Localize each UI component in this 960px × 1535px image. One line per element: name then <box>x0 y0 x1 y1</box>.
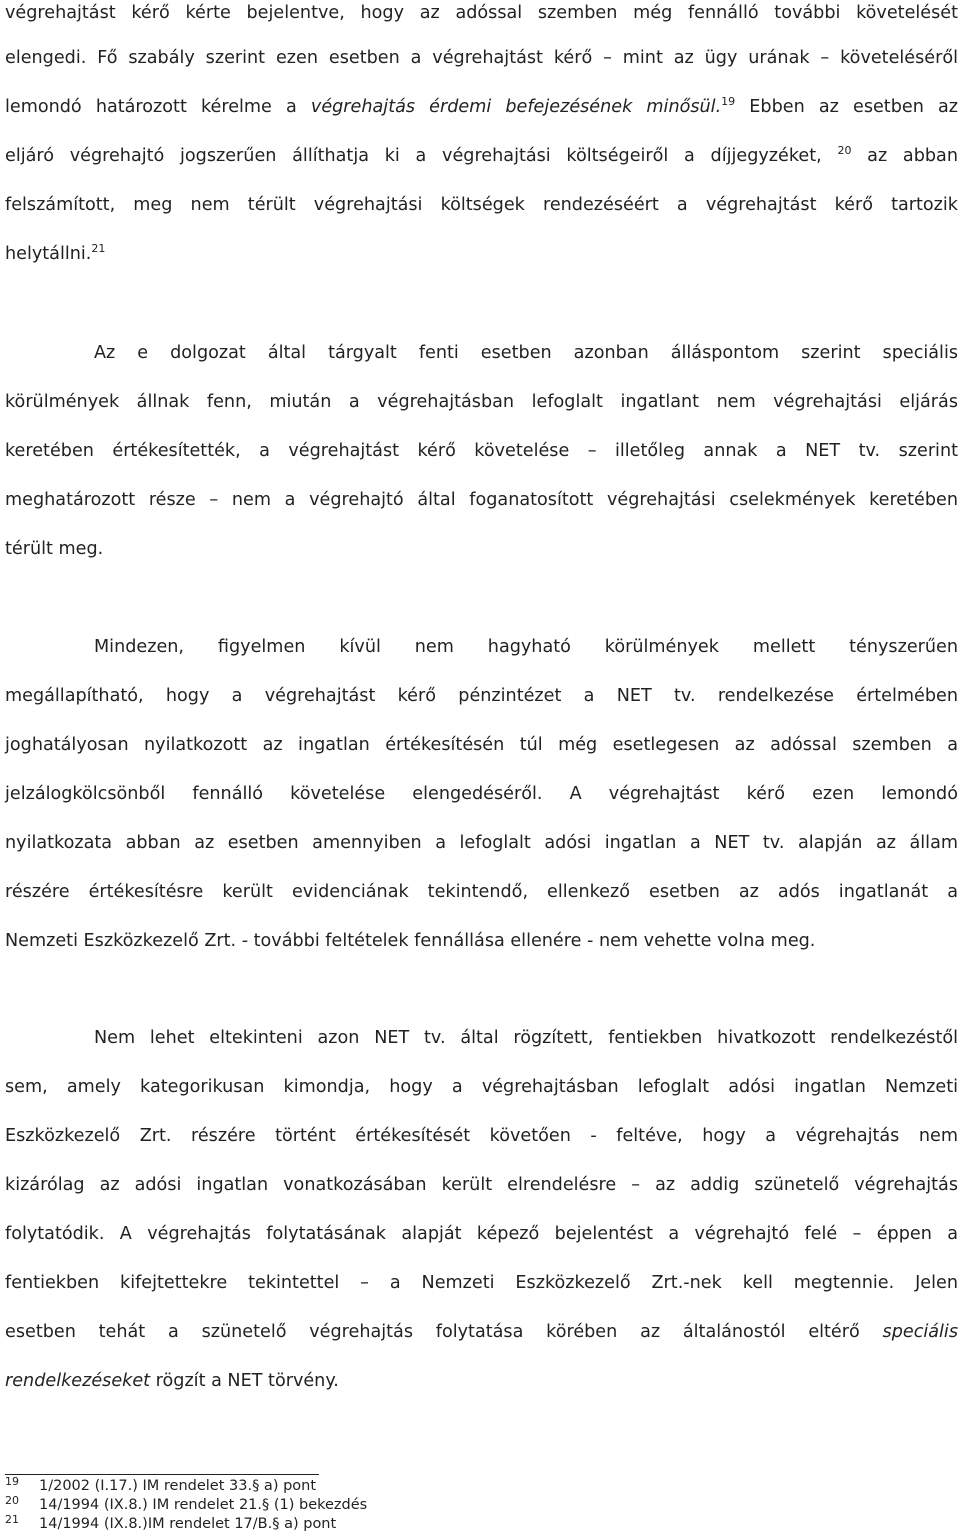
line-text: Eszközkezelő Zrt. részére történt értékesítését követően - feltéve, hogy a végrehajtás nem <box>5 1126 958 1146</box>
line-text: az abban <box>851 146 958 166</box>
line-text: fentiekben kifejtettekre tekintettel – a Nemzeti Eszközkezelő Zrt.-nek kell megtennie. Jelen <box>5 1273 958 1293</box>
text-line <box>5 143 958 169</box>
text-line <box>94 1025 958 1051</box>
text-line <box>5 1123 958 1149</box>
line-text: körülmények állnak fenn, miután a végrehajtásban lefoglalt ingatlant nem végrehajtási eljárás <box>5 392 958 412</box>
line-text: nyilatkozata abban az esetben amennyiben a lefoglalt adósi ingatlan a NET tv. alapján az állam <box>5 833 958 853</box>
footnote-19: 19 1/2002 (I.17.) IM rendelet 33.§ a) pont <box>5 1475 317 1494</box>
line-text: Ebben az esetben az <box>735 97 958 117</box>
line-text: végrehajtást kérő kérte bejelentve, hogy az adóssal szemben még fennálló további követelését <box>5 3 958 23</box>
footnote-21: 21 14/1994 (IX.8.)IM rendelet 17/B.§ a) pont <box>5 1513 337 1532</box>
text-line <box>5 536 958 562</box>
line-text: folytatódik. A végrehajtás folytatásának alapját képező bejelentést a végrehajtó felé – éppen a <box>5 1224 958 1244</box>
text-line <box>5 1172 958 1198</box>
text-line <box>5 0 958 26</box>
footnote-ref-20[interactable]: 20 <box>837 144 852 157</box>
line-text: helytállni. <box>5 244 92 264</box>
text-line <box>5 241 958 267</box>
text-line <box>5 1221 958 1247</box>
text-line <box>5 94 958 120</box>
text-line <box>5 1368 958 1394</box>
line-text: Nem lehet eltekinteni azon NET tv. által rögzített, fentiekben hivatkozott rendelkezéstől <box>94 1028 958 1048</box>
text-line <box>5 683 958 709</box>
footnote-text: 14/1994 (IX.8.)IM rendelet 17/B.§ a) pont <box>39 1516 337 1532</box>
text-line <box>94 634 958 660</box>
line-text: részére értékesítésre került evidenciának tekintendő, ellenkező esetben az adós ingatlanát a <box>5 882 958 902</box>
line-text: kizárólag az adósi ingatlan vonatkozásában került elrendelésre – az addig szünetelő végrehajtás <box>5 1175 958 1195</box>
line-text: megállapítható, hogy a végrehajtást kérő pénzintézet a NET tv. rendelkezése értelmében <box>5 686 958 706</box>
footnote-text: 14/1994 (IX.8.) IM rendelet 21.§ (1) bekezdés <box>39 1497 368 1513</box>
text-line <box>5 1074 958 1100</box>
line-text: térült meg. <box>5 539 104 559</box>
line-text: meghatározott része – nem a végrehajtó által foganatosított végrehajtási cselekmények keretében <box>5 490 958 510</box>
text-line <box>5 830 958 856</box>
line-text: lemondó határozott kérelme a <box>5 97 311 117</box>
line-text: rögzít a NET törvény. <box>150 1371 339 1391</box>
text-line <box>5 781 958 807</box>
text-line <box>5 732 958 758</box>
line-text: elengedi. Fő szabály szerint ezen esetben a végrehajtást kérő – mint az ügy urának – követeléséről <box>5 48 958 68</box>
line-text: sem, amely kategorikusan kimondja, hogy a végrehajtásban lefoglalt adósi ingatlan Nemzeti <box>5 1077 958 1097</box>
text-line <box>94 340 958 366</box>
line-text: felszámított, meg nem térült végrehajtási költségek rendezéséért a végrehajtást kérő tartozik <box>5 195 958 215</box>
text-line <box>5 389 958 415</box>
footnote-ref-19[interactable]: 19 <box>721 95 736 108</box>
text-line <box>5 45 958 71</box>
line-text: joghatályosan nyilatkozott az ingatlan értékesítésén túl még esetlegesen az adóssal szemben a <box>5 735 958 755</box>
text-line <box>5 438 958 464</box>
text-line <box>5 1270 958 1296</box>
footnote-ref-21[interactable]: 21 <box>91 242 106 255</box>
text-line <box>5 928 958 954</box>
line-text: esetben tehát a szünetelő végrehajtás folytatása körében az általánostól eltérő <box>5 1322 883 1342</box>
line-text: Mindezen, figyelmen kívül nem hagyható körülmények mellett tényszerűen <box>94 637 958 657</box>
footnote-text: 1/2002 (I.17.) IM rendelet 33.§ a) pont <box>39 1478 317 1494</box>
line-text: eljáró végrehajtó jogszerűen állíthatja ki a végrehajtási költségeiről a díjjegyzéket, <box>5 146 838 166</box>
footnote-20: 20 14/1994 (IX.8.) IM rendelet 21.§ (1) bekezdés <box>5 1494 368 1513</box>
line-text: jelzálogkölcsönből fennálló követelése elengedéséről. A végrehajtást kérő ezen lemondó <box>5 784 958 804</box>
italic-phrase: végrehajtás érdemi befejezésének minősül. <box>310 97 722 117</box>
text-line <box>5 879 958 905</box>
line-text: Nemzeti Eszközkezelő Zrt. - további feltételek fennállása ellenére - nem vehette volna meg. <box>5 931 816 951</box>
italic-phrase: rendelkezéseket <box>5 1371 151 1391</box>
italic-phrase: speciális <box>882 1322 958 1342</box>
text-line <box>5 1319 958 1345</box>
line-text: keretében értékesítették, a végrehajtást kérő követelése – illetőleg annak a NET tv. szerint <box>5 441 958 461</box>
line-text: Az e dolgozat által tárgyalt fenti esetben azonban álláspontom szerint speciális <box>94 343 958 363</box>
footnote-separator <box>5 1474 319 1475</box>
text-line <box>5 192 958 218</box>
text-line <box>5 487 958 513</box>
